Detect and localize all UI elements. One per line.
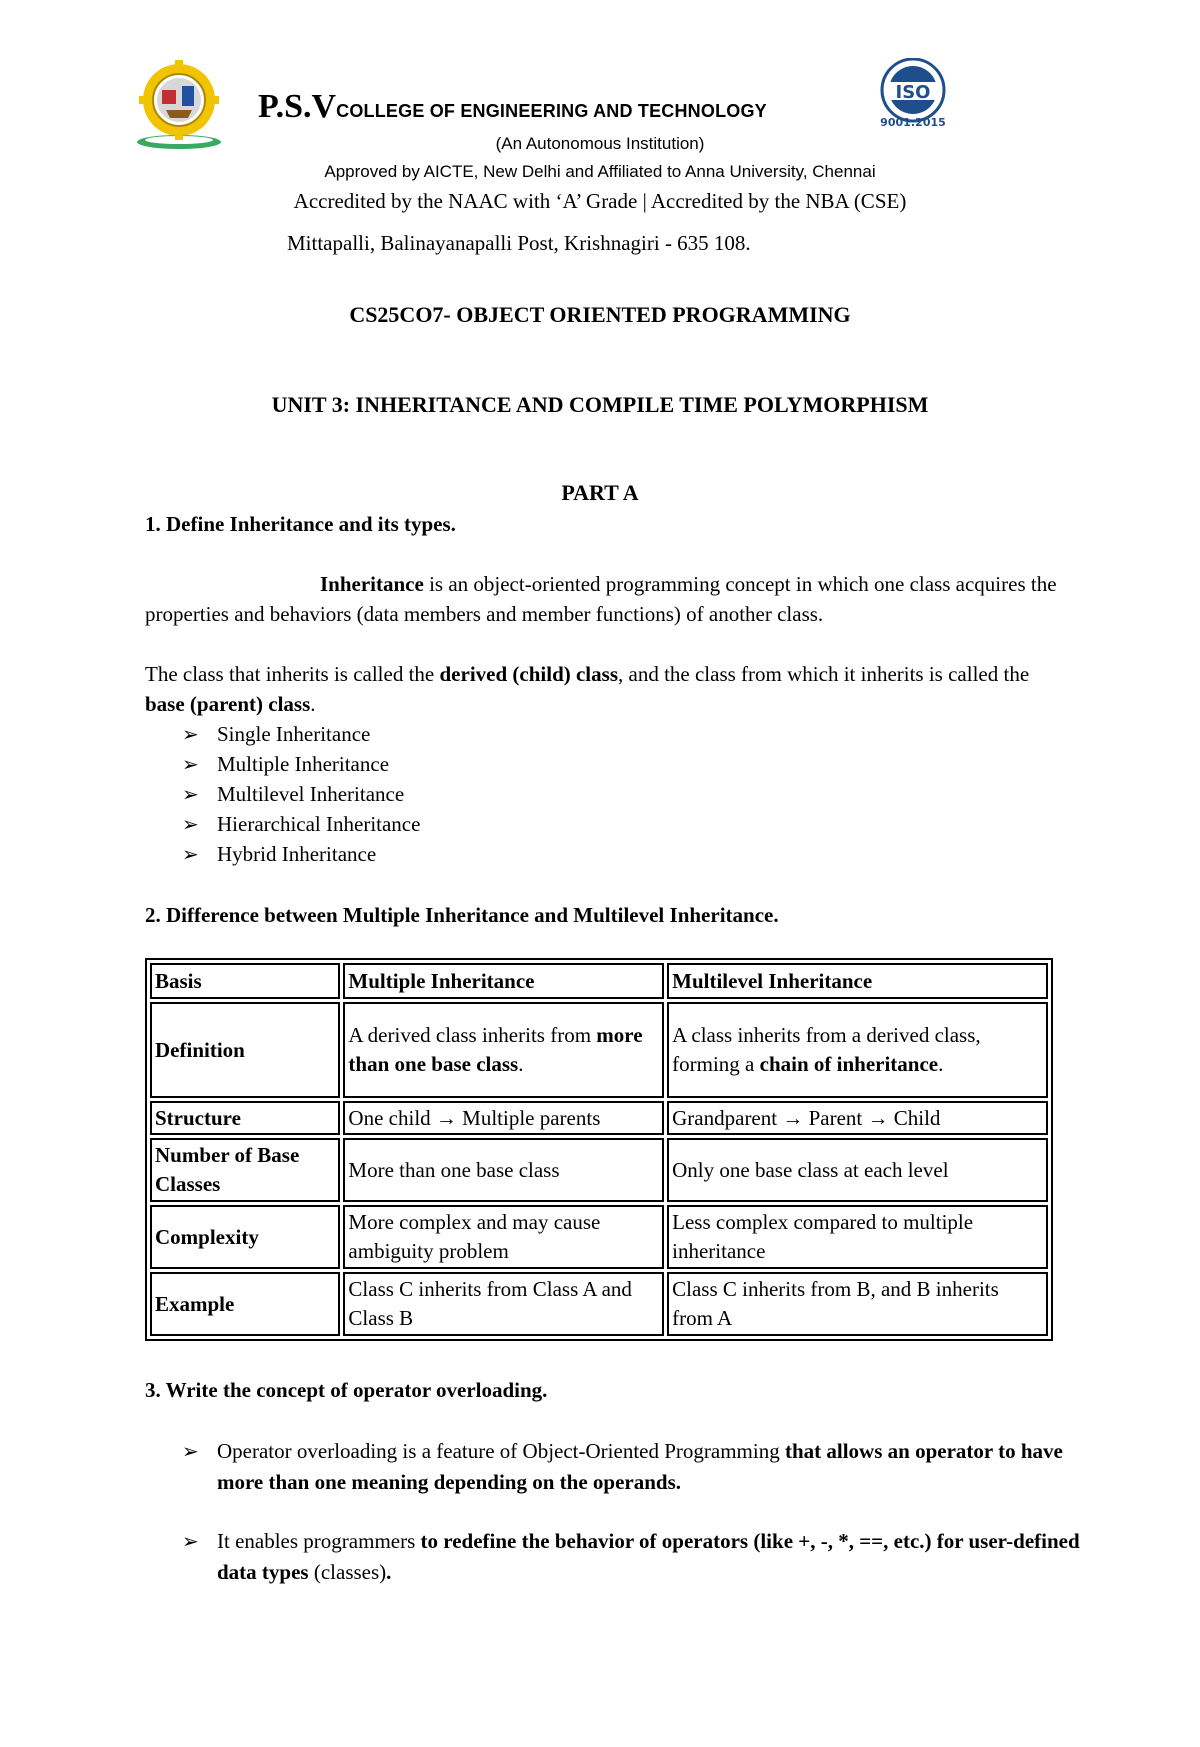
list-item-text: Operator overloading is a feature of Object-Oriented Programming bbox=[217, 1439, 785, 1463]
table-row bbox=[150, 1205, 1048, 1269]
list-item-text: Single Inheritance bbox=[217, 722, 371, 746]
row-multiple-cell: Class C inherits from Class A and Class B bbox=[343, 1272, 664, 1336]
row-basis-cell: Definition bbox=[150, 1002, 340, 1098]
list-item bbox=[182, 749, 420, 779]
list-item bbox=[182, 779, 420, 809]
part-title: PART A bbox=[561, 480, 639, 505]
cell-text: A class inherits from a derived class, forming a bbox=[672, 1023, 981, 1076]
row-multilevel-cell: Less complex compared to multiple inheritance bbox=[667, 1205, 1048, 1269]
iso-certification-logo bbox=[868, 58, 958, 130]
list-item-text: Hybrid Inheritance bbox=[217, 842, 377, 866]
base-class-term: base (parent) class bbox=[145, 692, 311, 716]
question-2-heading: 2. Difference between Multiple Inheritance and Multilevel Inheritance. bbox=[145, 903, 779, 927]
list-item bbox=[182, 839, 420, 869]
iso-logo-text: ISO bbox=[895, 82, 931, 103]
arrow-bullet-icon: ➢ bbox=[182, 1439, 199, 1463]
college-name-rest: COLLEGE OF ENGINEERING AND TECHNOLOGY bbox=[336, 101, 767, 121]
explanation-text-a: The class that inherits is called the bbox=[145, 662, 440, 686]
list-item-text: It enables programmers bbox=[217, 1529, 421, 1553]
cell-text: . bbox=[938, 1052, 944, 1076]
header-cell-multiple: Multiple Inheritance bbox=[343, 963, 664, 999]
cell-bold-text: chain of inheritance bbox=[759, 1052, 939, 1076]
table-row bbox=[150, 1138, 1048, 1202]
derived-class-term: derived (child) class bbox=[439, 662, 618, 686]
question-3-heading: 3. Write the concept of operator overloading. bbox=[145, 1378, 548, 1402]
list-item-text: Hierarchical Inheritance bbox=[217, 812, 421, 836]
row-multilevel-cell: Grandparent → Parent → Child bbox=[667, 1101, 1048, 1135]
list-item-bold-text: that allows an operator to have more than one meaning depending on the operands. bbox=[217, 1439, 1063, 1494]
row-multiple-cell: More than one base class bbox=[343, 1138, 664, 1202]
college-address: Mittapalli, Balinayanapalli Post, Krishnagiri - 635 108. bbox=[287, 231, 751, 255]
question-1-heading: 1. Define Inheritance and its types. bbox=[145, 512, 456, 536]
explanation-text-c: , and the class from which it inherits is called the bbox=[618, 662, 1030, 686]
derived-base-explanation bbox=[145, 659, 1065, 719]
list-item-text: (classes) bbox=[308, 1560, 387, 1584]
operator-overloading-point-2 bbox=[182, 1526, 1082, 1588]
arrow-bullet-icon: ➢ bbox=[182, 722, 199, 746]
list-item-bold-text: . bbox=[386, 1560, 392, 1584]
accreditation-line: Accredited by the NAAC with ‘A’ Grade | Accredited by the NBA (CSE) bbox=[293, 189, 907, 213]
list-item-text: Multilevel Inheritance bbox=[217, 782, 405, 806]
iso-number: 9001:2015 bbox=[880, 116, 946, 129]
course-title: CS25CO7- OBJECT ORIENTED PROGRAMMING bbox=[349, 302, 851, 327]
row-multilevel-cell: Only one base class at each level bbox=[667, 1138, 1048, 1202]
cell-text: . bbox=[518, 1052, 524, 1076]
inheritance-term: Inheritance bbox=[320, 572, 424, 596]
header-cell-multilevel: Multilevel Inheritance bbox=[667, 963, 1048, 999]
table-row bbox=[150, 1101, 1048, 1135]
list-item bbox=[182, 809, 420, 839]
row-multiple-cell: One child → Multiple parents bbox=[343, 1101, 664, 1135]
inheritance-definition-text: is an object-oriented programming concept in which one class acquires the properties and behaviors (data members and member functions) of another class. bbox=[145, 572, 1057, 626]
arrow-bullet-icon: ➢ bbox=[182, 782, 199, 806]
row-multiple-cell bbox=[343, 1002, 664, 1098]
explanation-text-e: . bbox=[310, 692, 316, 716]
row-multilevel-cell bbox=[667, 1002, 1048, 1098]
row-basis-cell: Example bbox=[150, 1272, 340, 1336]
comparison-table bbox=[145, 958, 1053, 1341]
row-multilevel-cell: Class C inherits from B, and B inherits from A bbox=[667, 1272, 1048, 1336]
approval-line: Approved by AICTE, New Delhi and Affiliated to Anna University, Chennai bbox=[324, 162, 876, 181]
autonomous-status: (An Autonomous Institution) bbox=[495, 134, 705, 153]
list-item-bold-text: to redefine the behavior of operators (like +, -, *, ==, etc.) for user-defined data types bbox=[217, 1529, 1080, 1584]
college-initials: P.S.V bbox=[258, 88, 337, 125]
cell-bold-text: more than one base class bbox=[348, 1023, 643, 1076]
arrow-bullet-icon: ➢ bbox=[182, 752, 199, 776]
college-name bbox=[258, 88, 767, 126]
inheritance-types-list bbox=[182, 719, 420, 869]
cell-text: A derived class inherits from bbox=[348, 1023, 597, 1047]
row-basis-cell: Complexity bbox=[150, 1205, 340, 1269]
list-item bbox=[182, 719, 420, 749]
arrow-bullet-icon: ➢ bbox=[182, 1529, 199, 1553]
table-row bbox=[150, 1272, 1048, 1336]
list-item bbox=[182, 1526, 1082, 1588]
table-row bbox=[150, 1002, 1048, 1098]
table-header-row bbox=[150, 963, 1048, 999]
list-item bbox=[182, 1436, 1082, 1498]
row-multiple-cell: More complex and may cause ambiguity problem bbox=[343, 1205, 664, 1269]
arrow-bullet-icon: ➢ bbox=[182, 812, 199, 836]
operator-overloading-point-1 bbox=[182, 1436, 1082, 1498]
arrow-bullet-icon: ➢ bbox=[182, 842, 199, 866]
unit-title: UNIT 3: INHERITANCE AND COMPILE TIME POLYMORPHISM bbox=[271, 392, 929, 417]
header-cell-basis: Basis bbox=[150, 963, 340, 999]
row-basis-cell: Number of Base Classes bbox=[150, 1138, 340, 1202]
inheritance-definition bbox=[145, 569, 1065, 629]
list-item-text: Multiple Inheritance bbox=[217, 752, 390, 776]
row-basis-cell: Structure bbox=[150, 1101, 340, 1135]
